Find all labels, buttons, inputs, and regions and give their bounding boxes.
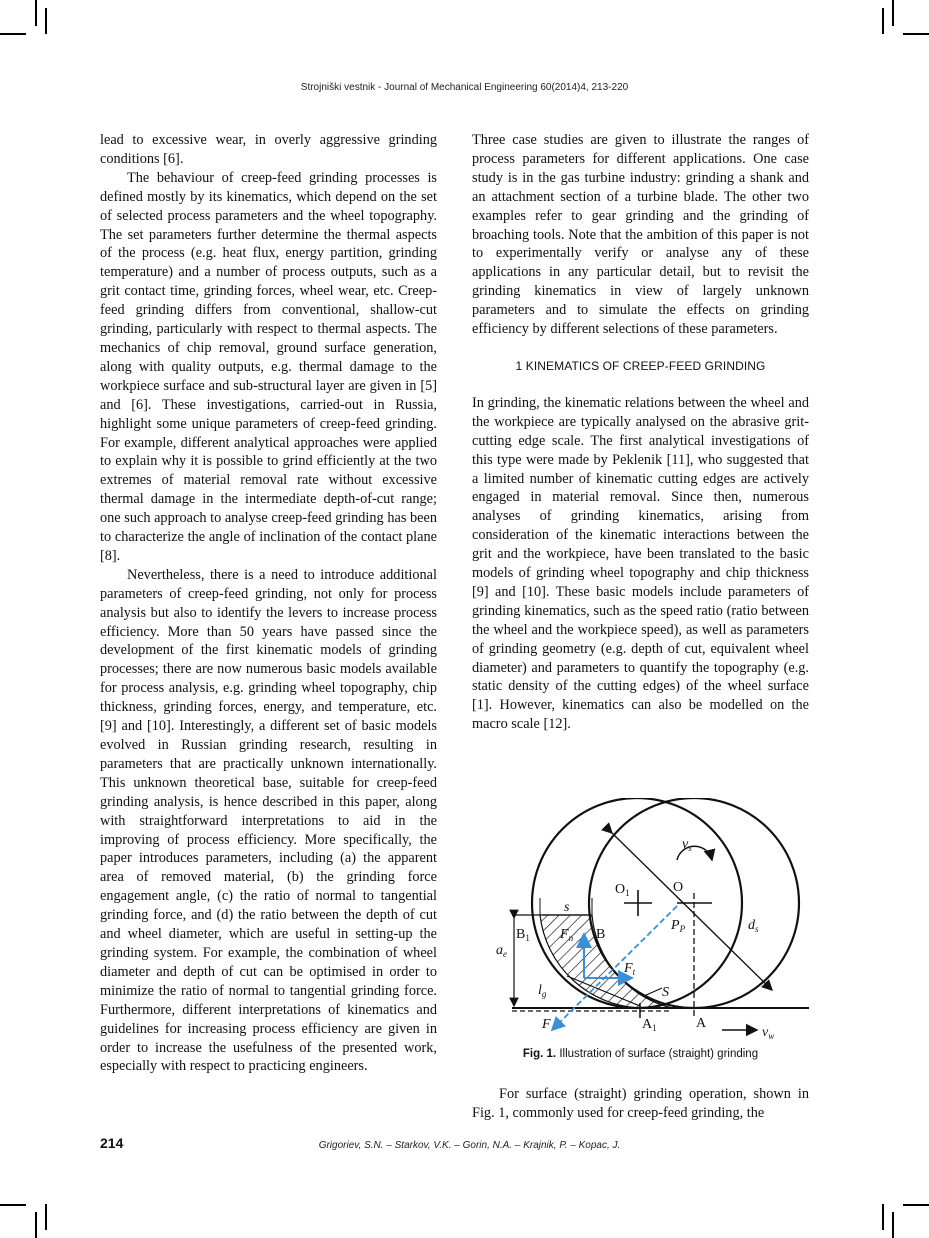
label-ft: $F_t$ [624, 961, 636, 977]
figure-caption-label: Fig. 1. [522, 1048, 557, 1060]
left-column [100, 131, 437, 1076]
grinding-diagram [472, 798, 809, 1048]
crop-mark [892, 1212, 894, 1238]
label-pp: $P_P$ [671, 918, 686, 934]
crop-mark [0, 33, 26, 35]
crop-mark [903, 1204, 929, 1206]
label-o: O [673, 880, 684, 895]
paragraph: lead to excessive wear, in overly aggressive grinding conditions [6]. [100, 132, 437, 167]
crop-mark [882, 8, 884, 34]
label-f: F [542, 1017, 551, 1032]
label-b1: $B_1$ [516, 927, 530, 943]
crop-mark [0, 1204, 26, 1206]
crop-mark [35, 0, 37, 26]
label-fn: $F_n$ [560, 927, 574, 943]
label-b: B [596, 927, 606, 942]
crop-mark [903, 33, 929, 35]
figure-caption [472, 1048, 809, 1060]
footer-authors: Grigoriev, S.N. – Starkov, V.K. – Gorin, N.A. – Krajnik, P. – Kopac, J. [318, 1140, 621, 1151]
paragraph: Nevertheless, there is a need to introduce additional parameters of creep-feed grinding, not only for process analysis but also to identify the levers to increase process efficiency. More than 50 years have passed since the development of the first kinematic models of grinding processes; there are now numerous basic models available for process analysis, e.g. grinding wheel topography, chip thickness, grinding forces, energy, and temperature, etc. [9] and [10]. Interestingly, a different set of basic models evolved in Russian grinding research, resulting in parameters that are practically unknown internationally. This unknown theoretical base, suitable for creep-feed grinding analysis, is hence described in this paper, along with straightforward interpretations to aid in the improving of process efficiency. More specifically, the paper introduces parameters, including (a) the apparent area of removed material, (b) the grinding force engagement angle, (c) the ratio of normal to tangential grinding force, and (d) the ratio between the depth of cut and wheel diameter, which are useful in setting-up the grinding system. For example, the combination of wheel diameter and depth of cut can be optimised in order to minimize the ratio of normal to tangential grinding force. Furthermore, different interpretations of kinematics and guidelines for increasing process efficiency are given in order to increase the usefulness of the presented work, especially with respect to practicing engineers. [100, 566, 437, 1075]
paragraph: The behaviour of creep-feed grinding processes is defined mostly by its kinematics, which depend on the set of selected process parameters and the wheel topography. The set parameters further determine the thermal aspects of the process (e.g. heat flux, energy partition, grinding temperature) and a number of process outputs, such as a grit contact time, grinding forces, wheel wear, etc. Creep-feed grinding differs from conventional, shallow-cut grinding, particularly with respect to thermal aspects. The mechanics of chip removal, ground surface generation, along with quality outputs, e.g. thermal damage to the workpiece surface and sub-structural layer are given in [5] and [6]. These investigations, carried-out in Russia, highlight some unique parameters of creep-feed grinding. For example, different analytical approaches were applied to explain why it is possible to grind efficiently at the two extremes of material removal rate without excessive thermal damage in the intermediate depth-of-cut range; one such approach to analyse creep-feed grinding has been to characterize the angle of inclination of the contact plane [8]. [100, 169, 437, 564]
crop-mark [35, 1212, 37, 1238]
label-lg: $l_g$ [538, 983, 547, 999]
chord-s-line [644, 988, 662, 996]
right-column-bottom [472, 1085, 809, 1123]
running-header: Strojniški vestnik - Journal of Mechanical Engineering 60(2014)4, 213-220 [300, 82, 629, 93]
label-vs: $v_s$ [682, 837, 692, 853]
wheel-diameter-line [612, 833, 772, 990]
label-a: A [696, 1016, 707, 1031]
page-number: 214 [100, 1135, 124, 1151]
crop-mark [892, 0, 894, 26]
paragraph: Three case studies are given to illustrate the ranges of process parameters for different applications. One case study is in the gas turbine industry: grinding a shank and an attachment section of a turbine blade. The other two examples refer to gear grinding and the grinding of broaching tools. Note that the ambition of this paper is not to experimentally verify or analyse any of these applications in any particular detail, but to revisit the grinding kinematics in view of largely unknown parameters and to simulate the effects on grinding efficiency by different selections of these parameters. [472, 132, 809, 338]
label-vw: $v_w$ [762, 1025, 775, 1041]
figure-caption-text: Illustration of surface (straight) grinding [559, 1048, 759, 1060]
crop-mark [45, 8, 47, 34]
paragraph: In grinding, the kinematic relations between the wheel and the workpiece are typically analysed on the abrasive grit-cutting edge scale. The first analytical investigations of this type were made by Peklenik [11], who suggested that a limited number of kinematic cutting edges are actively engaged in material removal. Since then, numerous analyses of grinding kinematics, arising from consideration of the kinematic interactions between the grit and the workpiece, have been translated to the basic models of grinding wheel topography and chip thickness [9] and [10]. These basic models include parameters of grinding kinematics, such as the speed ratio (ratio between the wheel and the workpiece speed), as well as parameters of grinding geometry (e.g. depth of cut, equivalent wheel diameter) and parameters to quantify the topography (e.g. static density of the cutting edges) of the wheel surface [1]. However, kinematics can also be modelled on the macro scale [12]. [472, 394, 809, 733]
crop-mark [882, 1204, 884, 1230]
label-ae: $a_e$ [496, 943, 507, 959]
paragraph: For surface (straight) grinding operation, shown in Fig. 1, commonly used for creep-feed grinding, the [472, 1086, 809, 1121]
crop-mark [45, 1204, 47, 1230]
label-s: s [564, 900, 570, 915]
label-ds: $d_s$ [748, 918, 759, 934]
right-column [472, 131, 809, 734]
label-a1: $A_1$ [642, 1017, 657, 1033]
figure-surface-grinding [472, 798, 809, 1058]
label-o1: $O_1$ [615, 882, 630, 898]
section-heading: 1 KINEMATICS OF CREEP-FEED GRINDING [515, 358, 766, 373]
label-s-point: S [662, 985, 669, 1000]
